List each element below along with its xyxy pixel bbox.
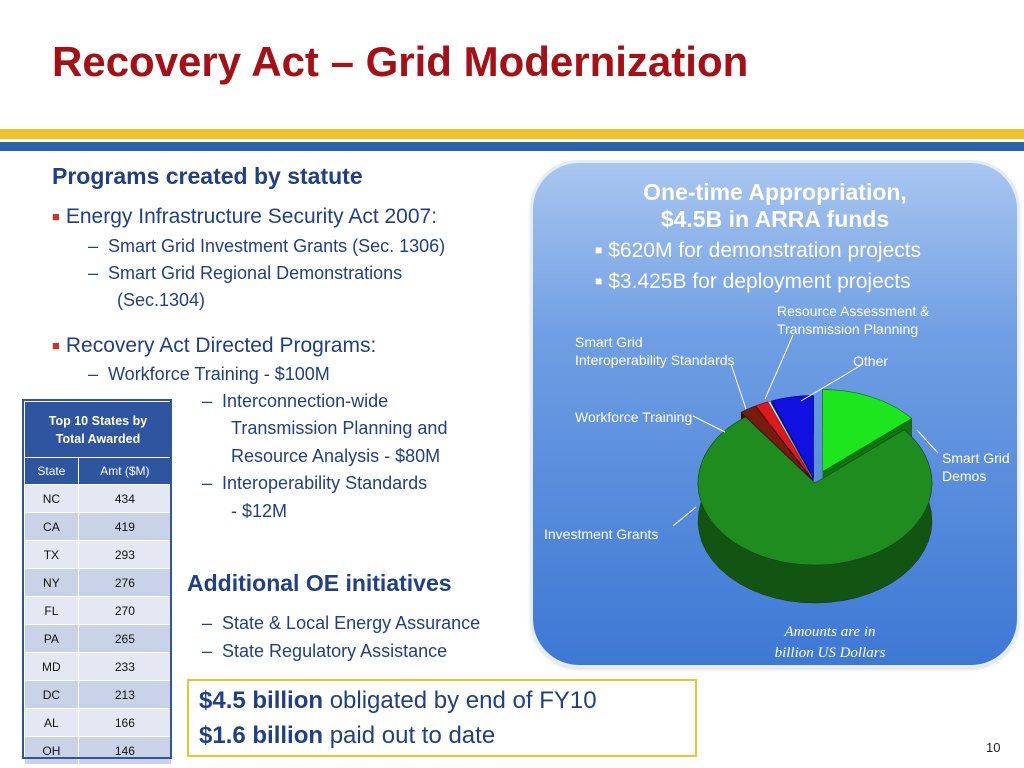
table-row <box>25 541 172 569</box>
cell-amt: 276 <box>78 569 171 597</box>
subbullet-text: Workforce Training - $100M <box>108 364 330 384</box>
subbullet-interop-l2: - $12M <box>231 501 288 521</box>
label-text: Transmission Planning <box>777 321 919 337</box>
cell-state: PA <box>25 625 79 653</box>
cell-state: OH <box>25 737 79 765</box>
table-row <box>25 597 172 625</box>
cell-amt: 166 <box>78 709 171 737</box>
panel-bullet-text: $620M for demonstration projects <box>608 239 922 262</box>
subbullet-demonstrations: – Smart Grid Regional Demonstrations <box>88 263 403 283</box>
label-text: Interoperability Standards <box>575 352 735 368</box>
table-title <box>25 402 172 458</box>
subbullet-text: State Regulatory Assistance <box>222 641 448 661</box>
subbullet-interop: – Interoperability Standards <box>202 473 428 493</box>
cell-amt: 419 <box>78 513 171 541</box>
recovery-text: Recovery Act Directed Programs: <box>65 334 377 357</box>
panel-heading-1: One-time Appropriation, <box>643 179 907 205</box>
eisa-text: Energy Infrastructure Security Act 2007: <box>65 205 438 228</box>
leader-interop <box>731 364 746 409</box>
subbullet-investment: – Smart Grid Investment Grants (Sec. 1306) <box>88 236 446 256</box>
label-investment: Investment Grants <box>544 526 659 542</box>
cell-state: MD <box>25 653 79 681</box>
summary-amount: $1.6 billion <box>199 722 324 749</box>
appropriation-panel <box>533 163 1017 665</box>
table-title-l2: Total Awarded <box>55 431 141 446</box>
summary-text: obligated by end of FY10 <box>323 687 597 714</box>
label-demos <box>942 449 1010 485</box>
subbullet-text: Interconnection-wide <box>222 391 389 411</box>
slide-title: Recovery Act – Grid Modernization <box>52 38 749 85</box>
table-row <box>25 569 172 597</box>
cell-amt: 233 <box>78 653 171 681</box>
page-number: 10 <box>986 740 1001 755</box>
table-row <box>25 513 172 541</box>
col-header-state: State <box>25 458 79 485</box>
cell-amt: 293 <box>78 541 171 569</box>
label-interop <box>575 333 735 369</box>
gold-divider <box>0 129 1024 139</box>
subbullet-demonstrations-cont: (Sec.1304) <box>117 290 206 310</box>
cell-amt: 270 <box>78 597 171 625</box>
cell-amt: 265 <box>78 625 171 653</box>
summary-line-1 <box>199 687 597 715</box>
label-text: Smart Grid <box>575 334 643 350</box>
cell-state: NC <box>25 485 79 513</box>
label-text: Demos <box>942 468 987 484</box>
table-row <box>25 681 172 709</box>
cell-amt: 146 <box>78 737 171 765</box>
col-header-amt: Amt ($M) <box>78 458 171 485</box>
table-title-l1: Top 10 States by <box>48 413 148 428</box>
subbullet-interconnection-l2: Transmission Planning and <box>231 418 448 438</box>
cell-state: NY <box>25 569 79 597</box>
subbullet-text: Interoperability Standards <box>222 473 428 493</box>
cell-state: DC <box>25 681 79 709</box>
subbullet-text: Smart Grid Investment Grants (Sec. 1306) <box>108 236 446 256</box>
top-states-table <box>24 401 172 765</box>
cell-state: TX <box>25 541 79 569</box>
heading-statute: Programs created by statute <box>52 163 363 189</box>
square-bullet-icon: ■ <box>595 274 603 288</box>
summary-box <box>187 679 697 757</box>
label-text: Smart Grid <box>942 450 1010 466</box>
subbullet-text: Smart Grid Regional Demonstrations <box>108 263 403 283</box>
table-row <box>25 737 172 765</box>
cell-amt: 213 <box>78 681 171 709</box>
summary-text: paid out to date <box>323 722 496 749</box>
bullet-recovery <box>52 334 376 358</box>
cell-amt: 434 <box>78 485 171 513</box>
leader-resource <box>765 335 793 399</box>
leader-workforce <box>693 416 725 432</box>
label-workforce: Workforce Training <box>575 409 693 425</box>
label-other: Other <box>853 353 889 369</box>
square-bullet-icon: ■ <box>595 243 603 257</box>
subbullet-text: State & Local Energy Assurance <box>222 613 481 633</box>
table-row <box>25 709 172 737</box>
square-bullet-icon: ■ <box>52 209 60 224</box>
footnote-text: billion US Dollars <box>774 645 886 661</box>
table-row <box>25 485 172 513</box>
label-text: Resource Assessment & <box>777 303 930 319</box>
subbullet-workforce: – Workforce Training - $100M <box>88 364 330 384</box>
bullet-eisa <box>52 205 437 229</box>
square-bullet-icon: ■ <box>52 338 60 353</box>
subbullet-regulatory: – State Regulatory Assistance <box>202 641 448 661</box>
subbullet-interconnection-l3: Resource Analysis - $80M <box>231 446 441 466</box>
leader-investment <box>673 507 696 526</box>
subbullet-interconnection: – Interconnection-wide <box>202 391 389 411</box>
cell-state: FL <box>25 597 79 625</box>
subbullet-energy-assurance: – State & Local Energy Assurance <box>202 613 481 633</box>
panel-bullet-text: $3.425B for deployment projects <box>608 270 911 293</box>
cell-state: AL <box>25 709 79 737</box>
table-row <box>25 653 172 681</box>
footnote-text: Amounts are in <box>784 624 876 640</box>
panel-footnote <box>730 622 930 664</box>
panel-heading-2: $4.5B in ARRA funds <box>660 206 890 232</box>
summary-line-2 <box>199 722 495 750</box>
heading-oe: Additional OE initiatives <box>187 570 452 596</box>
table-row <box>25 625 172 653</box>
cell-state: CA <box>25 513 79 541</box>
blue-divider <box>0 142 1024 151</box>
summary-amount: $4.5 billion <box>199 687 324 714</box>
label-resource <box>777 302 930 338</box>
